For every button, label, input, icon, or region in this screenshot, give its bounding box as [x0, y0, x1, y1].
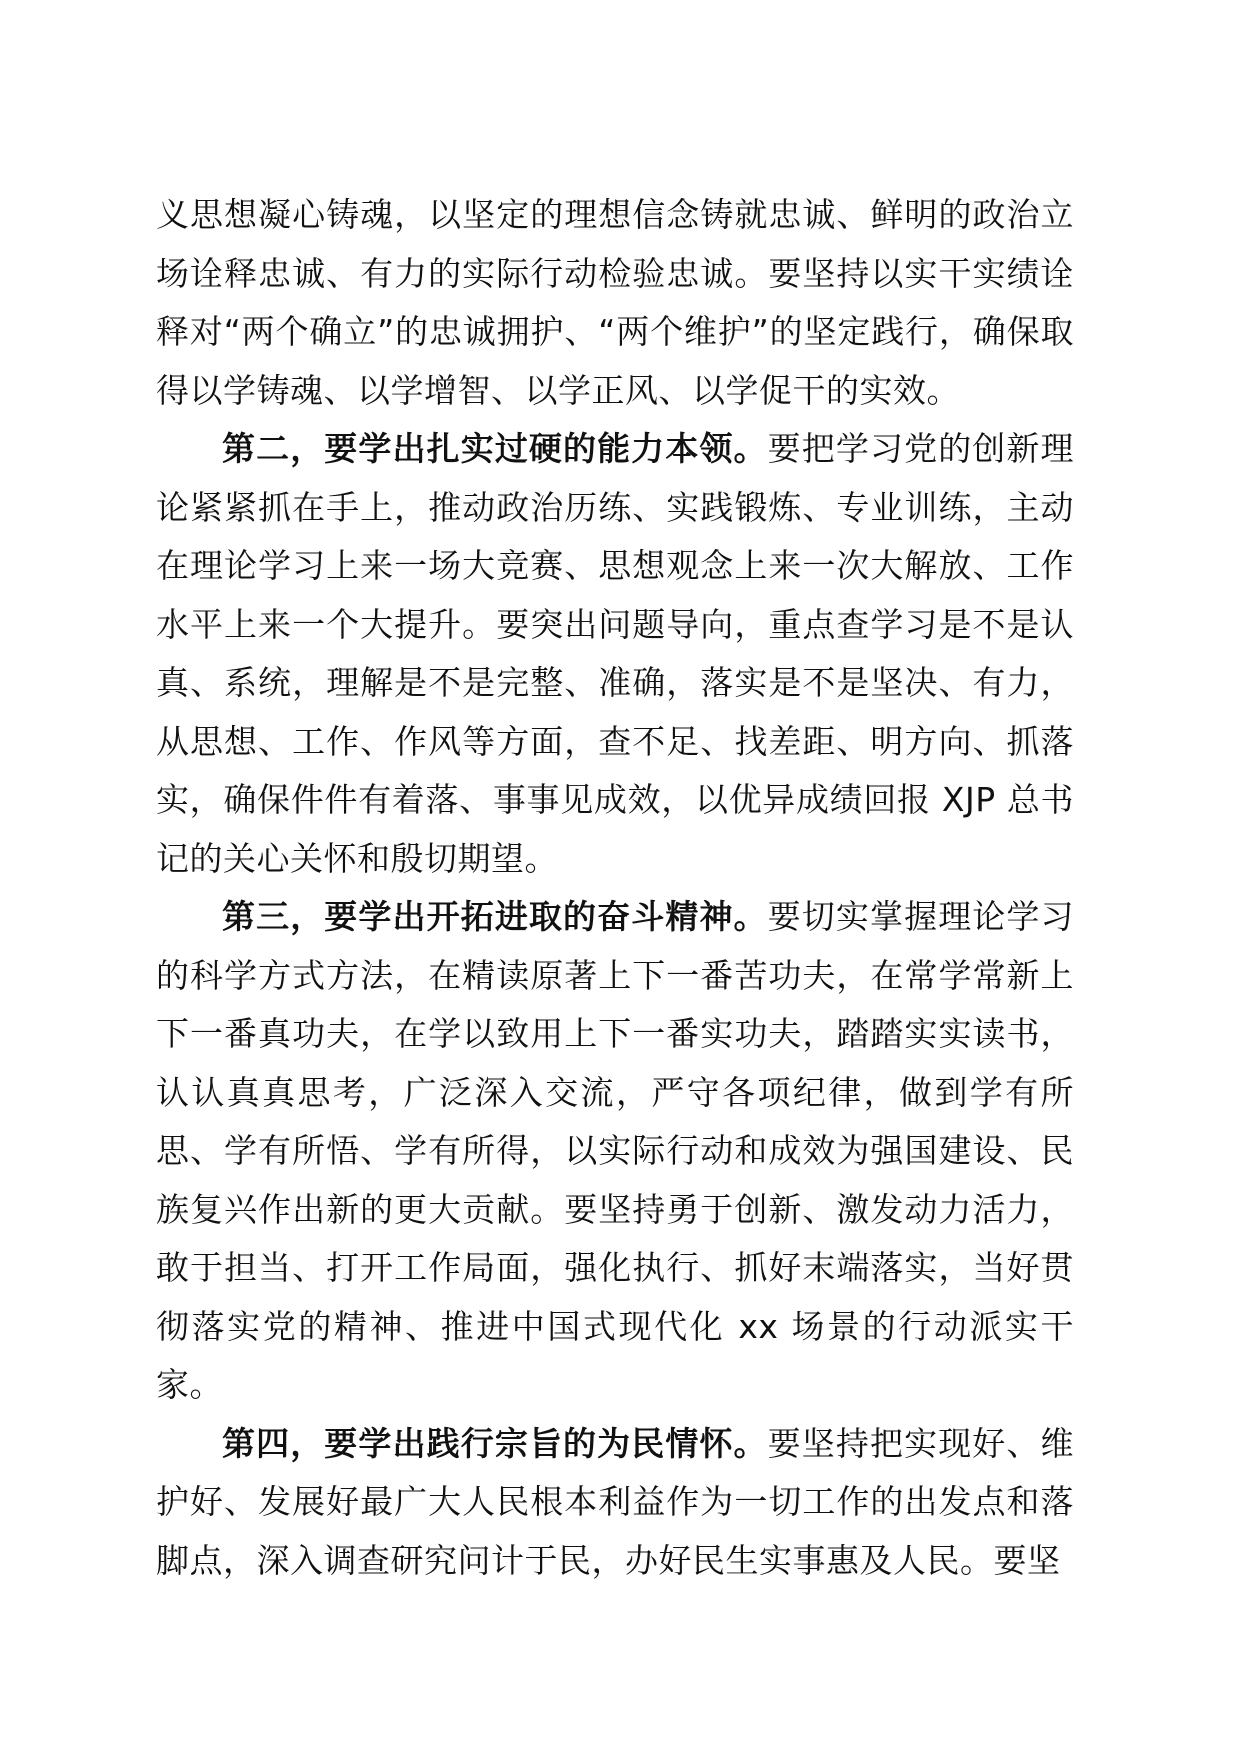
paragraph-fourth [156, 1415, 1074, 1591]
paragraph-continuation [156, 186, 1074, 420]
paragraph-lead: 第三，要学出开拓进取的奋斗精神。 [222, 897, 768, 936]
paragraph-third [156, 888, 1074, 1415]
paragraph-text: 要切实掌握理论学习的科学方式方法，在精读原著上下一番苦功夫，在常学常新上下一番真功夫，在学以致用上下一番实功夫，踏踏实实读书，认认真真思考，广泛深入交流，严守各项纪律，做到学有所思、学有所悟、学有所得，以实际行动和成效为强国建设、民族复兴作出新的更大贡献。要坚持勇于创新、激发动力活力，敢于担当、打开工作局面，强化执行、抓好末端落实，当好贯彻落实党的精神、推进中国式现代化 xx 场景的行动派实干家。 [156, 897, 1075, 1404]
paragraph-second [156, 420, 1074, 888]
paragraph-text: 义思想凝心铸魂，以坚定的理想信念铸就忠诚、鲜明的政治立场诠释忠诚、有力的实际行动检验忠诚。要坚持以实干实绩诠释对“两个确立”的忠诚拥护、“两个维护”的坚定践行，确保取得以学铸魂、以学增智、以学正风、以学促干的实效。 [156, 195, 1074, 410]
paragraph-lead: 第二，要学出扎实过硬的能力本领。 [222, 429, 768, 468]
paragraph-text: 要坚持把实现好、维护好、发展好最广大人民根本利益作为一切工作的出发点和落脚点，深入调查研究问计于民，办好民生实事惠及人民。要坚 [156, 1423, 1075, 1580]
paragraph-text: 要把学习党的创新理论紧紧抓在手上，推动政治历练、实践锻炼、专业训练，主动在理论学习上来一场大竞赛、思想观念上来一次大解放、工作水平上来一个大提升。要突出问题导向，重点查学习是不是认真、系统，理解是不是完整、准确，落实是不是坚决、有力，从思想、工作、作风等方面，查不足、找差距、明方向、抓落实，确保件件有着落、事事见成效，以优异成绩回报 XJP 总书记的关心关怀和殷切期望。 [156, 429, 1075, 878]
document-body [156, 186, 1074, 1590]
paragraph-lead: 第四，要学出践行宗旨的为民情怀。 [222, 1423, 768, 1463]
